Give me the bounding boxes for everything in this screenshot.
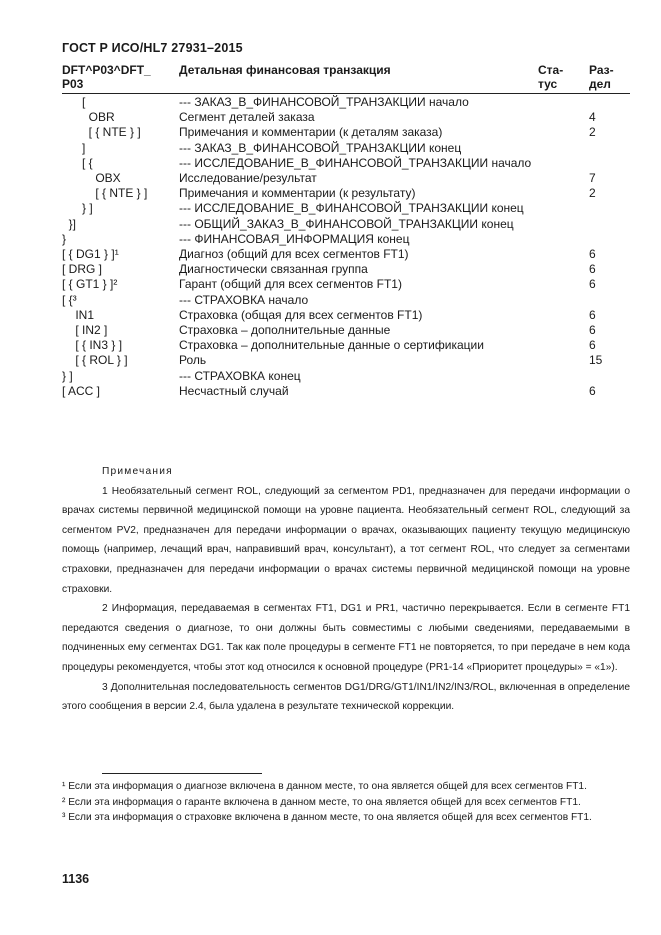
segment-structure: [ ACC ] bbox=[62, 383, 101, 398]
segment-structure: [ { GT1 } ]² bbox=[62, 277, 118, 292]
segment-section: 7 bbox=[589, 171, 596, 186]
segment-structure: IN1 bbox=[62, 307, 95, 322]
segment-description: --- ИССЛЕДОВАНИЕ_В_ФИНАНСОВОЙ_ТРАНЗАКЦИИ начало bbox=[179, 155, 532, 170]
table-row bbox=[62, 323, 630, 338]
segment-structure: [ {³ bbox=[62, 292, 77, 307]
segment-section: 15 bbox=[589, 353, 603, 368]
notes-section bbox=[62, 462, 630, 717]
table-row bbox=[62, 156, 630, 171]
segment-description: Диагноз (общий для всех сегментов FT1) bbox=[179, 247, 409, 262]
segment-structure: [ { bbox=[62, 155, 93, 170]
segment-structure: [ { NTE } ] bbox=[62, 125, 141, 140]
header-col-structure: DFT^P03^DFT_ P03 bbox=[62, 63, 151, 91]
table-row bbox=[62, 95, 630, 110]
segment-structure: } ] bbox=[62, 368, 73, 383]
segment-table-body bbox=[62, 95, 630, 399]
segment-description: Примечания и комментарии (к результату) bbox=[179, 186, 416, 201]
table-row bbox=[62, 247, 630, 262]
segment-description: --- ЗАКАЗ_В_ФИНАНСОВОЙ_ТРАНЗАКЦИИ начало bbox=[179, 95, 469, 109]
segment-section: 6 bbox=[589, 262, 596, 277]
segment-description: Страховка – дополнительные данные bbox=[179, 323, 391, 338]
note-3: 3 Дополнительная последовательность сегментов DG1/DRG/GT1/IN1/IN2/IN3/ROL, включенная в определение этого сообщения в версии 2.4, была удалена в результате технической коррекции. bbox=[62, 681, 630, 713]
segment-section: 6 bbox=[589, 307, 596, 322]
segment-structure: [ { NTE } ] bbox=[62, 186, 148, 201]
header-rule bbox=[62, 93, 630, 94]
footnote-2: ² Если эта информация о гаранте включена в данном месте, то она является общей для всех сегментов FT1. bbox=[62, 796, 581, 808]
note-1: 1 Необязательный сегмент ROL, следующий за сегментом PD1, предназначен для передачи информации о врачах системы первичной медицинской помощи на уровне пациента. Необязательный сегмент ROL, следующий за сегментом PV2, предназначен для передачи информации о врачах, оказывающих пациенту текущую медицинскую помощь (например, лечащий врач, направивший врач, консультант), а тот сегмент ROL, что следует за сегментами страховки, предназначен для передачи информации о врачах системы первичной медицинской помощи на уровне страховки. bbox=[62, 485, 630, 595]
table-header bbox=[62, 63, 630, 93]
footnote-rule bbox=[102, 773, 262, 774]
header-col-section: Раз- дел bbox=[589, 63, 614, 91]
table-row bbox=[62, 232, 630, 247]
table-row bbox=[62, 277, 630, 292]
table-row bbox=[62, 110, 630, 125]
segment-description: Диагностически связанная группа bbox=[179, 262, 368, 277]
header-col-status: Ста- тус bbox=[538, 63, 564, 91]
segment-structure: [ DRG ] bbox=[62, 262, 103, 277]
segment-description: --- ИССЛЕДОВАНИЕ_В_ФИНАНСОВОЙ_ТРАНЗАКЦИИ конец bbox=[179, 201, 524, 216]
segment-section: 4 bbox=[589, 110, 596, 125]
table-row bbox=[62, 293, 630, 308]
segment-description: --- ОБЩИЙ_ЗАКАЗ_В_ФИНАНСОВОЙ_ТРАНЗАКЦИИ конец bbox=[179, 216, 514, 231]
segment-section: 2 bbox=[589, 125, 596, 140]
segment-structure: [ { DG1 } ]¹ bbox=[62, 247, 119, 262]
page-number: 1136 bbox=[62, 872, 90, 886]
footnotes bbox=[62, 779, 630, 826]
segment-structure: OBX bbox=[62, 171, 121, 186]
segment-section: 6 bbox=[589, 277, 596, 292]
segment-section: 6 bbox=[589, 247, 596, 262]
table-row bbox=[62, 369, 630, 384]
segment-section: 6 bbox=[589, 383, 596, 398]
segment-description: Несчастный случай bbox=[179, 383, 289, 398]
segment-description: --- ЗАКАЗ_В_ФИНАНСОВОЙ_ТРАНЗАКЦИИ конец bbox=[179, 140, 462, 155]
table-row bbox=[62, 262, 630, 277]
segment-structure: [ bbox=[62, 95, 86, 109]
segment-description: Страховка – дополнительные данные о сертификации bbox=[179, 338, 484, 353]
segment-structure: ] bbox=[62, 140, 86, 155]
segment-description: --- СТРАХОВКА конец bbox=[179, 368, 301, 383]
segment-section: 2 bbox=[589, 186, 596, 201]
footnote-3: ³ Если эта информация о страховке включена в данном месте, то она является общей для всех сегментов FT1. bbox=[62, 812, 592, 823]
table-row bbox=[62, 125, 630, 140]
segment-structure: OBR bbox=[62, 110, 115, 125]
segment-structure: [ { IN3 } ] bbox=[62, 338, 123, 353]
segment-description: Роль bbox=[179, 353, 207, 368]
segment-description: Сегмент деталей заказа bbox=[179, 110, 315, 125]
footnote-1: ¹ Если эта информация о диагнозе включена в данном месте, то она является общей для всех сегментов FT1. bbox=[62, 781, 587, 792]
segment-structure: [ IN2 ] bbox=[62, 323, 108, 338]
segment-structure: [ { ROL } ] bbox=[62, 353, 128, 368]
segment-section: 6 bbox=[589, 338, 596, 353]
segment-description: Гарант (общий для всех сегментов FT1) bbox=[179, 277, 402, 292]
segment-description: --- ФИНАНСОВАЯ_ИНФОРМАЦИЯ конец bbox=[179, 231, 410, 246]
table-row bbox=[62, 338, 630, 353]
table-row bbox=[62, 384, 630, 399]
note-2: 2 Информация, передаваемая в сегментах FT1, DG1 и PR1, частично перекрывается. Если в сегменте FT1 передаются сведения о диагнозе, то они должны быть совместимы с любыми сведениями, передаваемыми в подчиненных ему сегментах DG1. Так как поле процедуры в сегменте FT1 не повторяется, то при передаче в нем кода процедуры рекомендуется, чтобы этот код относился к основной процедуре (PR1-14 «Приоритет процедуры» = «1»). bbox=[62, 603, 630, 673]
segment-structure: }] bbox=[62, 216, 77, 231]
header-col-description: Детальная финансовая транзакция bbox=[179, 63, 391, 77]
table-row bbox=[62, 171, 630, 186]
segment-description: --- СТРАХОВКА начало bbox=[179, 292, 309, 307]
segment-description: Исследование/результат bbox=[179, 171, 317, 186]
segment-description: Страховка (общая для всех сегментов FT1) bbox=[179, 307, 423, 322]
table-row bbox=[62, 201, 630, 216]
table-row bbox=[62, 353, 630, 368]
segment-structure: } bbox=[62, 231, 67, 246]
segment-structure: } ] bbox=[62, 201, 93, 216]
notes-title: Примечания bbox=[102, 466, 173, 477]
table-row bbox=[62, 186, 630, 201]
segment-section: 6 bbox=[589, 323, 596, 338]
table-row bbox=[62, 308, 630, 323]
page-header: ГОСТ Р ИСО/HL7 27931–2015 bbox=[62, 41, 243, 55]
table-row bbox=[62, 141, 630, 156]
segment-description: Примечания и комментарии (к деталям заказа) bbox=[179, 125, 443, 140]
table-row bbox=[62, 217, 630, 232]
